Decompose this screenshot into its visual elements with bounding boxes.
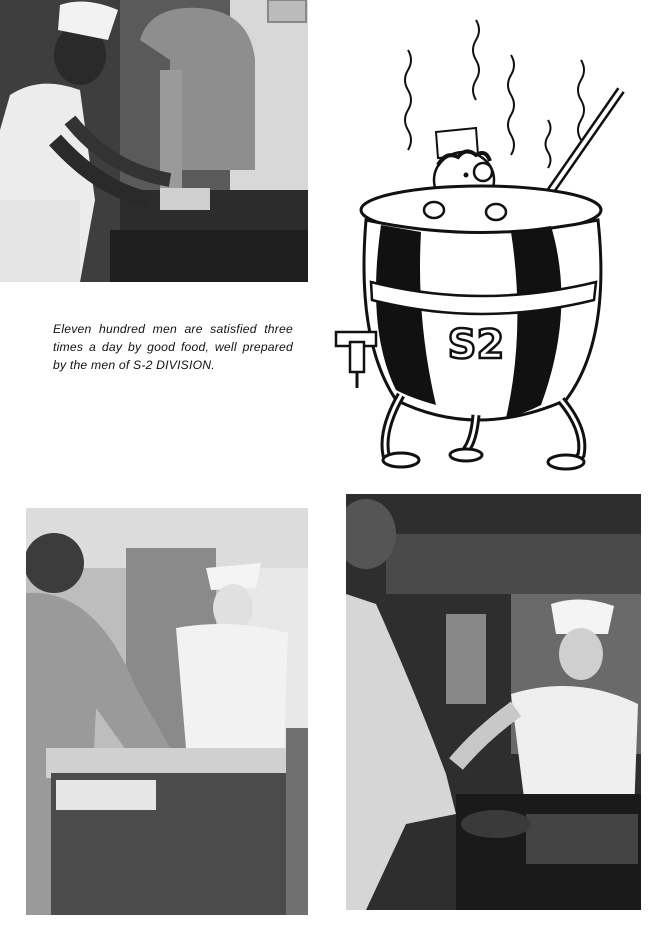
page-caption: Eleven hundred men are satisfied three times a day by good food, well prepared by the men of S-2 DIVISION. <box>53 322 293 372</box>
butcher-photo <box>0 0 308 282</box>
kettle-cartoon <box>326 10 636 480</box>
serving-line-photo <box>26 508 308 915</box>
galley-cook-photo <box>346 494 641 910</box>
kettle-label: S2 <box>447 322 505 368</box>
